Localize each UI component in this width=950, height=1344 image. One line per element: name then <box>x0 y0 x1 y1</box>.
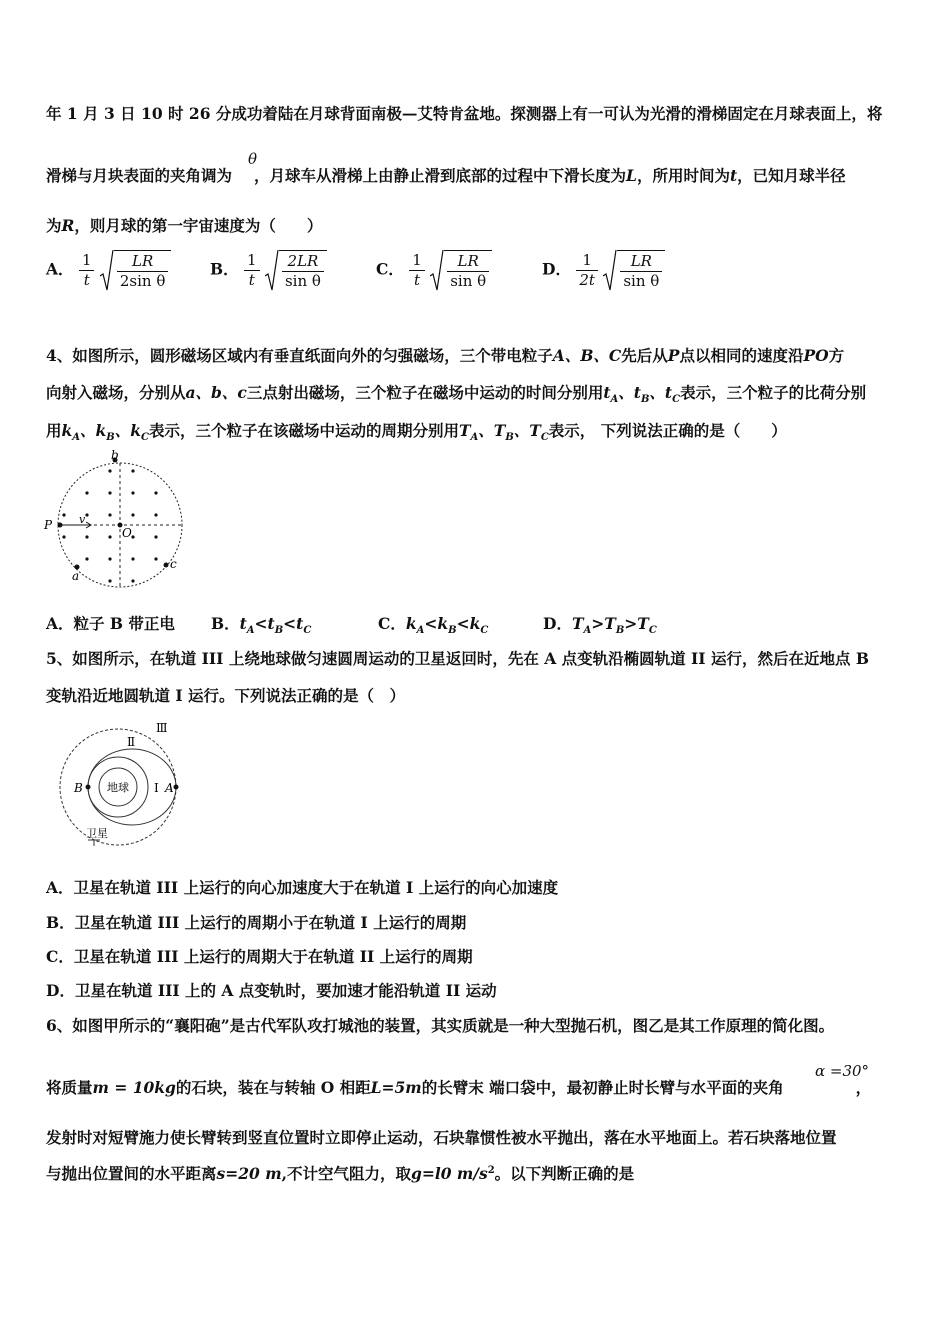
field-dot <box>85 557 88 560</box>
label-III: Ⅲ <box>156 721 168 735</box>
field-dot <box>108 491 111 494</box>
field-dot <box>108 513 111 516</box>
field-dot <box>131 579 134 582</box>
q6-line4: 与抛出位置间的水平距离s=20 m,不计空气阻力，取g=l0 $m/s^2$。以下判断正确的是 <box>46 1164 635 1183</box>
q4-option-a[interactable]: A．粒子 B 带正电 <box>46 614 175 633</box>
label-I: Ⅰ <box>154 781 159 795</box>
q4-line3: 用$k_A$、$k_B$、$k_C$表示，三个粒子在该磁场中运动的周期分别用$T_A$、$T_B$、$T_C$表示， 下列说法正确的是（ ） <box>46 421 787 444</box>
field-dot <box>131 557 134 560</box>
q3-line1: 年 1 月 3 日 10 时 26 分成功着陆在月球背面南极—艾特肯盆地。探测器上有一可认为光滑的滑梯固定在月球表面上，将 <box>46 104 883 123</box>
alpha-value: α =30° <box>815 1062 870 1080</box>
q3-option-a[interactable]: A． $\frac{1}{t}$ $\frac{LR}{\text{2sin θ}}$ <box>46 250 171 291</box>
field-dot <box>154 491 157 494</box>
coef-fraction: $\frac{1}{t}$ <box>79 251 95 290</box>
q5-option-c[interactable]: C．卫星在轨道 III 上运行的周期大于在轨道 II 上运行的周期 <box>46 947 473 966</box>
label-a: a <box>72 569 80 583</box>
coef-fraction: $\frac{1}{t}$ <box>244 251 260 290</box>
field-dot <box>108 557 111 560</box>
earth-label: 地球 <box>107 781 129 794</box>
field-dot <box>154 513 157 516</box>
label-c: c <box>170 557 177 571</box>
field-dot <box>85 513 88 516</box>
field-dot <box>108 469 111 472</box>
field-dot <box>131 513 134 516</box>
label-O: O <box>122 526 132 540</box>
q4-option-c[interactable]: C．$k_A<k_B<k_C$ <box>378 614 489 637</box>
q5-option-b[interactable]: B．卫星在轨道 III 上运行的周期小于在轨道 I 上运行的周期 <box>46 913 467 932</box>
q5-line1: 5、如图所示，在轨道 III 上绕地球做匀速圆周运动的卫星返回时，先在 A 点变轨沿椭圆轨道 II 运行，然后在近地点 B <box>46 649 869 668</box>
field-dot <box>131 491 134 494</box>
q3-option-d[interactable]: D． $\frac{1}{2t}$ $\frac{LR}{\text{sin θ}}$ <box>542 250 665 291</box>
q4-line2: 向射入磁场，分别从a、b、c三点射出磁场，三个粒子在磁场中运动的时间分别用$t_A$、$t_B$、$t_C$表示，三个粒子的比荷分别 <box>46 383 867 406</box>
field-dot <box>131 469 134 472</box>
field-dot <box>154 535 157 538</box>
q5-line2: 变轨沿近地圆轨道 I 运行。下列说法正确的是（ ） <box>46 686 406 705</box>
magnetic-field-diagram <box>40 448 200 590</box>
orbit-diagram <box>52 716 192 852</box>
q3-line2: 滑梯与月块表面的夹角调为 ，月球车从滑梯上由静止滑到底部的过程中下滑长度为L，所用时间为t，已知月球半径 <box>46 166 846 185</box>
radical: $\frac{2LR}{\text{sin θ}}$ <box>265 250 327 291</box>
field-dot <box>62 535 65 538</box>
label-A: A <box>165 781 174 795</box>
field-dot <box>154 557 157 560</box>
q3-option-b[interactable]: B． $\frac{1}{t}$ $\frac{2LR}{\text{sin θ}}$ <box>210 250 327 291</box>
q6-line1: 6、如图甲所示的“襄阳砲”是古代军队攻打城池的装置，其实质就是一种大型抛石机，图乙是其工作原理的简化图。 <box>46 1016 835 1035</box>
q3-line3: 为R，则月球的第一宇宙速度为（ ） <box>46 216 323 235</box>
q4-line1: 4、如图所示，圆形磁场区域内有垂直纸面向外的匀强磁场，三个带电粒子A、B、C先后从P点以相同的速度沿PO方 <box>46 346 845 365</box>
field-dot <box>85 535 88 538</box>
radical: $\frac{LR}{\text{sin θ}}$ <box>430 250 492 291</box>
field-dot <box>131 535 134 538</box>
field-dot <box>85 491 88 494</box>
coef-fraction: $\frac{1}{t}$ <box>409 251 425 290</box>
label-P: P <box>44 518 53 532</box>
q5-option-d[interactable]: D．卫星在轨道 III 上的 A 点变轨时，要加速才能沿轨道 II 运动 <box>46 981 497 1000</box>
radical: $\frac{LR}{\text{sin θ}}$ <box>603 250 665 291</box>
coef-fraction: $\frac{1}{2t}$ <box>576 251 598 290</box>
field-dot <box>62 513 65 516</box>
field-dot <box>108 579 111 582</box>
q5-option-a[interactable]: A．卫星在轨道 III 上运行的向心加速度大于在轨道 I 上运行的向心加速度 <box>46 878 559 897</box>
radical: $\frac{LR}{\text{2sin θ}}$ <box>100 250 172 291</box>
q6-line2: 将质量m = 10kg的石块，装在与转轴 O 相距L=5m的长臂末 端口袋中，最初静止时长臂与水平面的夹角 ， <box>46 1078 872 1097</box>
label-II: Ⅱ <box>127 735 136 749</box>
q4-option-b[interactable]: B．$t_A<t_B<t_C$ <box>211 614 312 637</box>
label-b: b <box>111 448 119 462</box>
q4-option-d[interactable]: D．$T_A>T_B>T_C$ <box>543 614 657 637</box>
q6-line3: 发射时对短臂施力使长臂转到竖直位置时立即停止运动，石块靠惯性被水平抛出，落在水平地面上。若石块落地位置 <box>46 1128 837 1147</box>
q3-option-c[interactable]: C． $\frac{1}{t}$ $\frac{LR}{\text{sin θ}}$ <box>376 250 492 291</box>
field-dot <box>108 535 111 538</box>
satellite-label: 卫星 <box>86 827 108 840</box>
label-B: B <box>74 781 83 795</box>
label-v: v <box>79 513 86 526</box>
theta-symbol: θ <box>248 150 258 168</box>
